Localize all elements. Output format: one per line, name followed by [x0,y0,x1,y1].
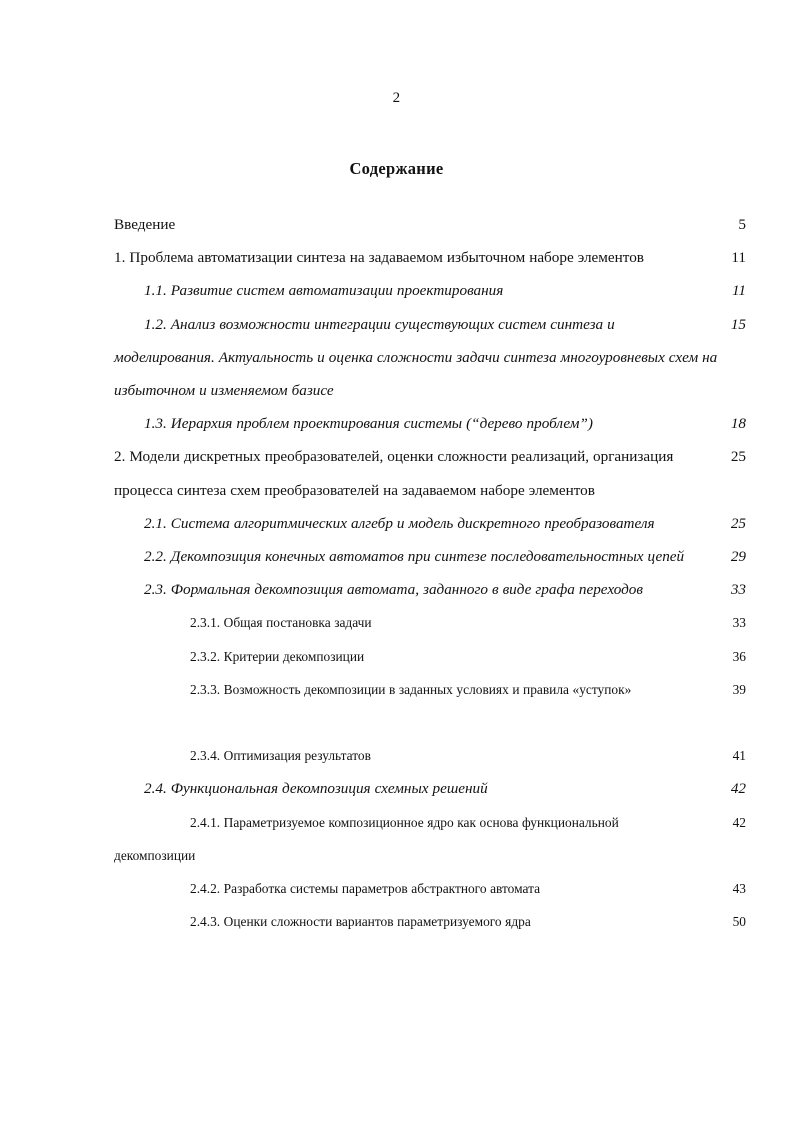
toc-entry[interactable] [114,772,746,805]
toc-entry-page-number: 11 [731,282,746,300]
toc-entry-label: 2.3.1. Общая постановка задачи [190,615,372,631]
toc-entry-page-number: 42 [730,780,746,798]
toc-entry-line [114,241,746,274]
toc-entry[interactable] [114,606,746,639]
toc-entry-page-number: 11 [731,249,746,267]
toc-entry-page-number: 43 [732,881,746,897]
toc-entry-page-number: 25 [730,448,746,466]
toc-entry-line [114,905,746,938]
toc-entry-line [114,573,746,606]
table-of-contents [114,208,746,938]
toc-entry-page-number: 25 [730,514,746,532]
toc-entry-line [114,640,746,673]
toc-entry-label: 1.1. Развитие систем автоматизации проектирования [144,282,504,300]
toc-entry-label: 1.3. Иерархия проблем проектирования системы (“дерево проблем”) [144,415,593,433]
toc-entry-line [114,308,746,408]
toc-entry-page-number: 18 [730,415,746,433]
toc-entry-line [114,208,746,241]
toc-entry[interactable] [114,673,746,739]
toc-entry[interactable] [114,540,746,573]
toc-entry-line [114,606,746,639]
toc-entry[interactable] [114,274,746,307]
toc-entry-label: 2.4.1. Параметризуемое композиционное ядро как основа функциональной декомпозиции [114,814,619,863]
toc-entry-line [114,806,746,872]
toc-entry-page-number: 42 [732,814,746,830]
page-folio-number: 2 [392,90,401,106]
toc-entry[interactable] [114,440,746,506]
toc-entry-line [114,772,746,805]
toc-entry-label: 2. Модели дискретных преобразователей, оценки сложности реализаций, организация процесса синтеза схем преобразователей на задаваемом наборе элементов [114,448,674,499]
toc-entry-line [114,274,746,307]
toc-entry-line-break [114,706,746,739]
toc-entry-label: Введение [114,216,176,233]
toc-entry-label: 2.3.2. Критерии декомпозиции [190,648,365,664]
toc-entry-line [114,739,746,772]
toc-entry-label: 2.2. Декомпозиция конечных автоматов при синтезе последовательностных цепей [144,548,685,566]
toc-entry-line [114,507,746,540]
toc-entry-label: 1. Проблема автоматизации синтеза на задаваемом избыточном наборе элементов [114,249,644,267]
toc-entry-line [114,407,746,440]
toc-entry[interactable] [114,872,746,905]
toc-entry[interactable] [114,806,746,872]
toc-entry[interactable] [114,407,746,440]
page-title: Содержание [349,159,444,178]
toc-entry-page-number: 5 [738,216,746,233]
toc-entry-label: 2.3.3. Возможность декомпозиции в заданных условиях и правила «уступок» [190,681,632,697]
toc-entry-page-number: 33 [732,615,746,631]
toc-entry-line [114,872,746,905]
toc-entry-page-number: 33 [730,581,746,599]
toc-entry-line [114,440,746,506]
toc-entry-label: 2.1. Система алгоритмических алгебр и модель дискретного преобразователя [144,514,655,532]
toc-entry-page-number: 39 [732,681,746,697]
toc-entry-line [114,673,746,739]
toc-entry-label: 2.3. Формальная декомпозиция автомата, заданного в виде графа переходов [144,581,643,599]
toc-entry-label: 2.4. Функциональная декомпозиция схемных решений [144,780,488,798]
toc-entry-label: 2.4.2. Разработка системы параметров абстрактного автомата [190,881,541,897]
toc-entry[interactable] [114,573,746,606]
toc-entry-page-number: 36 [732,648,746,664]
toc-entry-label: 1.2. Анализ возможности интеграции существующих систем синтеза и моделирования. Актуальность и оценка сложности задачи синтеза многоуровневых схем на избыточном и изменяемом базисе [114,315,718,400]
toc-entry[interactable] [114,507,746,540]
toc-entry[interactable] [114,208,746,241]
toc-entry[interactable] [114,739,746,772]
toc-entry[interactable] [114,640,746,673]
toc-entry[interactable] [114,308,746,408]
toc-entry-line [114,540,746,573]
toc-entry-label: 2.4.3. Оценки сложности вариантов параметризуемого ядра [190,914,531,930]
toc-entry[interactable] [114,905,746,938]
toc-entry-page-number: 50 [732,914,746,930]
toc-entry-page-number: 15 [730,315,746,333]
toc-entry[interactable] [114,241,746,274]
toc-entry-page-number: 41 [732,748,746,764]
toc-entry-label: 2.3.4. Оптимизация результатов [190,748,371,764]
toc-entry-page-number: 29 [730,548,746,566]
